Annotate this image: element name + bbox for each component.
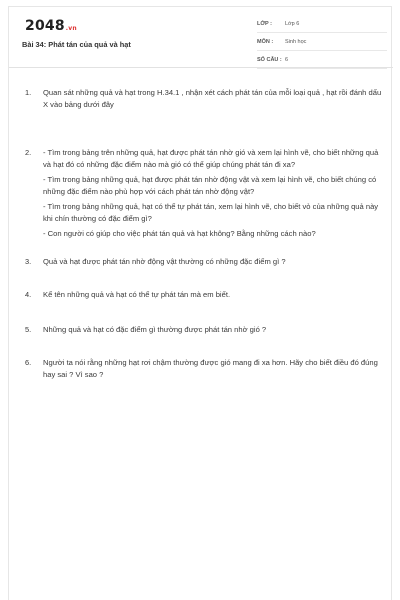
meta-row-class (257, 18, 387, 33)
meta-row-subject (257, 36, 387, 51)
meta-row-count (257, 54, 387, 69)
question-text: - Tìm trong bảng trên những quả, hạt được phát tán nhờ gió và xem lại hình vẽ, cho biết những quả và hạt đó có những đặc điểm nào mà gió có thể giúp chúng phát tán đi xa? (43, 148, 379, 169)
meta-label: SỐ CÂU : (257, 57, 282, 63)
question-text: Quan sát những quả và hạt trong H.34.1 , nhận xét cách phát tán của mỗi loại quả , hạt rồi đánh dấu X vào bảng dưới đây (43, 88, 382, 109)
question-item (19, 147, 385, 240)
question-number: 5. (25, 324, 32, 334)
question-number: 3. (25, 256, 32, 266)
meta-value: Lớp 6 (285, 21, 300, 27)
question-text: - Tìm trong bảng những quả, hạt có thể tự phát tán, xem lại hình vẽ, cho biết vỏ của những quả này khi chín thường có đặc điểm gì? (43, 202, 379, 223)
meta-value: 6 (285, 57, 289, 63)
worksheet-header (9, 7, 393, 68)
logo-text: 2048 (25, 18, 65, 34)
logo-suffix: .vn (65, 25, 77, 32)
question-list (19, 87, 385, 380)
question-number: 6. (25, 358, 32, 367)
question-text: Quả và hạt được phát tán nhờ động vật thường có những đặc điểm gì ? (43, 256, 286, 266)
question-item (19, 289, 385, 301)
question-text: Người ta nói rằng những hạt rơi chậm thường được gió mang đi xa hơn. Hãy cho biết điều đó đúng hay sai ? Vì sao ? (43, 358, 378, 379)
question-item (19, 87, 385, 110)
question-number: 1. (25, 88, 32, 97)
question-text: - Con người có giúp cho việc phát tán quả và hạt không? Bằng những cách nào? (43, 229, 316, 238)
question-number: 4. (25, 290, 32, 299)
question-item (19, 256, 385, 268)
question-item (19, 324, 385, 336)
meta-label: LỚP : (257, 21, 272, 27)
worksheet (8, 6, 392, 600)
question-number: 2. (25, 148, 32, 157)
question-text: Những quả và hạt có đặc điểm gì thường được phát tán nhờ gió ? (43, 324, 267, 334)
meta-table (257, 18, 387, 72)
lesson-title: Bài 34: Phát tán của quả và hạt (22, 40, 131, 49)
meta-label: MÔN : (257, 39, 274, 45)
question-text: - Tìm trong bảng những quả, hạt được phát tán nhờ động vật và xem lại hình vẽ, cho biết chúng có những đặc điểm nào phù hợp với cách phát tán nhờ động vật? (43, 175, 377, 196)
meta-value: Sinh học (285, 39, 307, 45)
question-text: Kể tên những quả và hạt có thể tự phát tán mà em biết. (43, 290, 231, 299)
site-logo[interactable] (25, 18, 77, 34)
question-item (19, 357, 385, 380)
